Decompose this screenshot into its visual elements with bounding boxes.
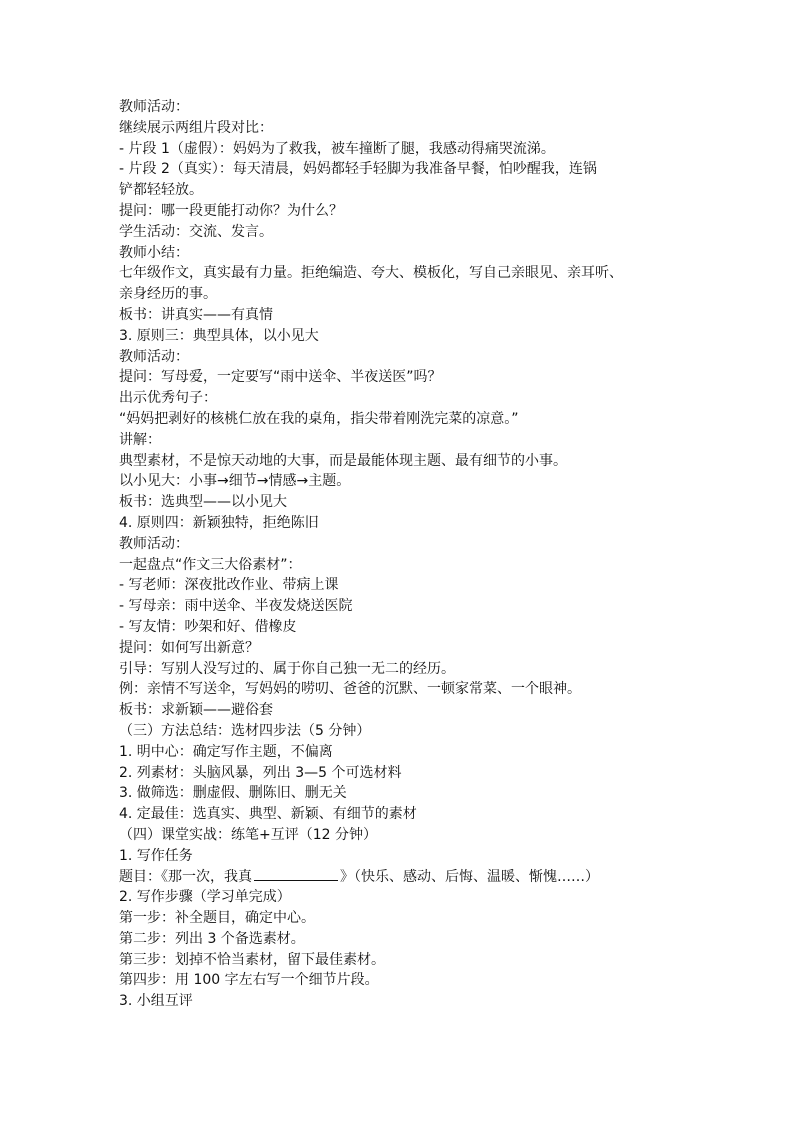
text-line: 例：亲情不写送伞，写妈妈的唠叨、爸爸的沉默、一顿家常菜、一个眼神。 bbox=[119, 681, 581, 698]
text-line: 亲身经历的事。 bbox=[119, 286, 217, 303]
text-line: - 写老师：深夜批改作业、带病上课 bbox=[119, 577, 339, 594]
section-heading: 4. 原则四：新颖独特，拒绝陈旧 bbox=[119, 514, 319, 531]
text-line: 讲解： bbox=[119, 431, 161, 448]
text-line: 铲都轻轻放。 bbox=[119, 182, 203, 199]
text-line: 4. 定最佳：选真实、典型、新颖、有细节的素材 bbox=[119, 806, 417, 823]
text-line: 七年级作文，真实最有力量。拒绝编造、夸大、模板化，写自己亲眼见、亲耳听、 bbox=[119, 265, 623, 282]
text-line: 以小见大：小事→细节→情感→主题。 bbox=[119, 473, 351, 490]
text-line: 3. 做筛选：删虚假、删陈旧、删无关 bbox=[119, 785, 347, 802]
text-line: 继续展示两组片段对比： bbox=[119, 119, 273, 136]
text-line: 板书：讲真实——有真情 bbox=[119, 306, 273, 323]
text-line: 引导：写别人没写过的、属于你自己独一无二的经历。 bbox=[119, 660, 455, 677]
section-heading: （三）方法总结：选材四步法（5 分钟） bbox=[119, 722, 371, 739]
text-line: 3. 小组互评 bbox=[119, 993, 193, 1010]
text-line: - 片段 1（虚假）：妈妈为了救我，被车撞断了腿，我感动得痛哭流涕。 bbox=[119, 140, 555, 157]
text-line: 板书：求新颖——避俗套 bbox=[119, 702, 273, 719]
essay-title-prefix: 题目：《那一次，我真 bbox=[119, 869, 252, 886]
text-line: 教师活动： bbox=[119, 535, 189, 552]
fill-in-blank bbox=[254, 866, 338, 881]
text-line: 第三步：划掉不恰当素材，留下最佳素材。 bbox=[119, 951, 385, 968]
text-line: 提问：写母爱，一定要写“雨中送伞、半夜送医”吗？ bbox=[119, 369, 442, 386]
text-line: 提问：如何写出新意？ bbox=[119, 639, 259, 656]
text-line: - 片段 2（真实）：每天清晨，妈妈都轻手轻脚为我准备早餐，怕吵醒我，连锅 bbox=[119, 161, 597, 178]
text-line: 出示优秀句子： bbox=[119, 390, 217, 407]
section-heading: 3. 原则三：典型具体，以小见大 bbox=[119, 327, 319, 344]
text-line: 第四步：用 100 字左右写一个细节片段。 bbox=[119, 972, 379, 989]
text-line: 教师小结： bbox=[119, 244, 189, 261]
text-line: 提问：哪一段更能打动你？为什么？ bbox=[119, 202, 343, 219]
text-line: “妈妈把剥好的核桃仁放在我的桌角，指尖带着刚洗完菜的凉意。” bbox=[119, 410, 519, 427]
document-body bbox=[119, 97, 679, 1012]
essay-title-suffix: 》（快乐、感动、后悔、温暖、惭愧……） bbox=[340, 869, 599, 886]
text-line: 板书：选典型——以小见大 bbox=[119, 494, 287, 511]
text-line: 2. 列素材：头脑风暴，列出 3—5 个可选材料 bbox=[119, 764, 402, 781]
text-line: 2. 写作步骤（学习单完成） bbox=[119, 889, 291, 906]
text-line: - 写友情：吵架和好、借橡皮 bbox=[119, 618, 297, 635]
text-line: 一起盘点“作文三大俗素材”： bbox=[119, 556, 302, 573]
text-line: 1. 写作任务 bbox=[119, 847, 193, 864]
text-line: 第一步：补全题目，确定中心。 bbox=[119, 910, 315, 927]
text-line: - 写母亲：雨中送伞、半夜发烧送医院 bbox=[119, 598, 353, 615]
essay-title-line bbox=[119, 866, 679, 887]
text-line: 教师活动： bbox=[119, 99, 189, 115]
text-line: 1. 明中心：确定写作主题，不偏离 bbox=[119, 743, 333, 760]
text-line: 第二步：列出 3 个备选素材。 bbox=[119, 930, 305, 947]
text-line: 教师活动： bbox=[119, 348, 189, 365]
text-line: 典型素材，不是惊天动地的大事，而是最能体现主题、最有细节的小事。 bbox=[119, 452, 567, 469]
section-heading: （四）课堂实战：练笔+互评（12 分钟） bbox=[119, 826, 377, 843]
text-line: 学生活动：交流、发言。 bbox=[119, 223, 273, 240]
